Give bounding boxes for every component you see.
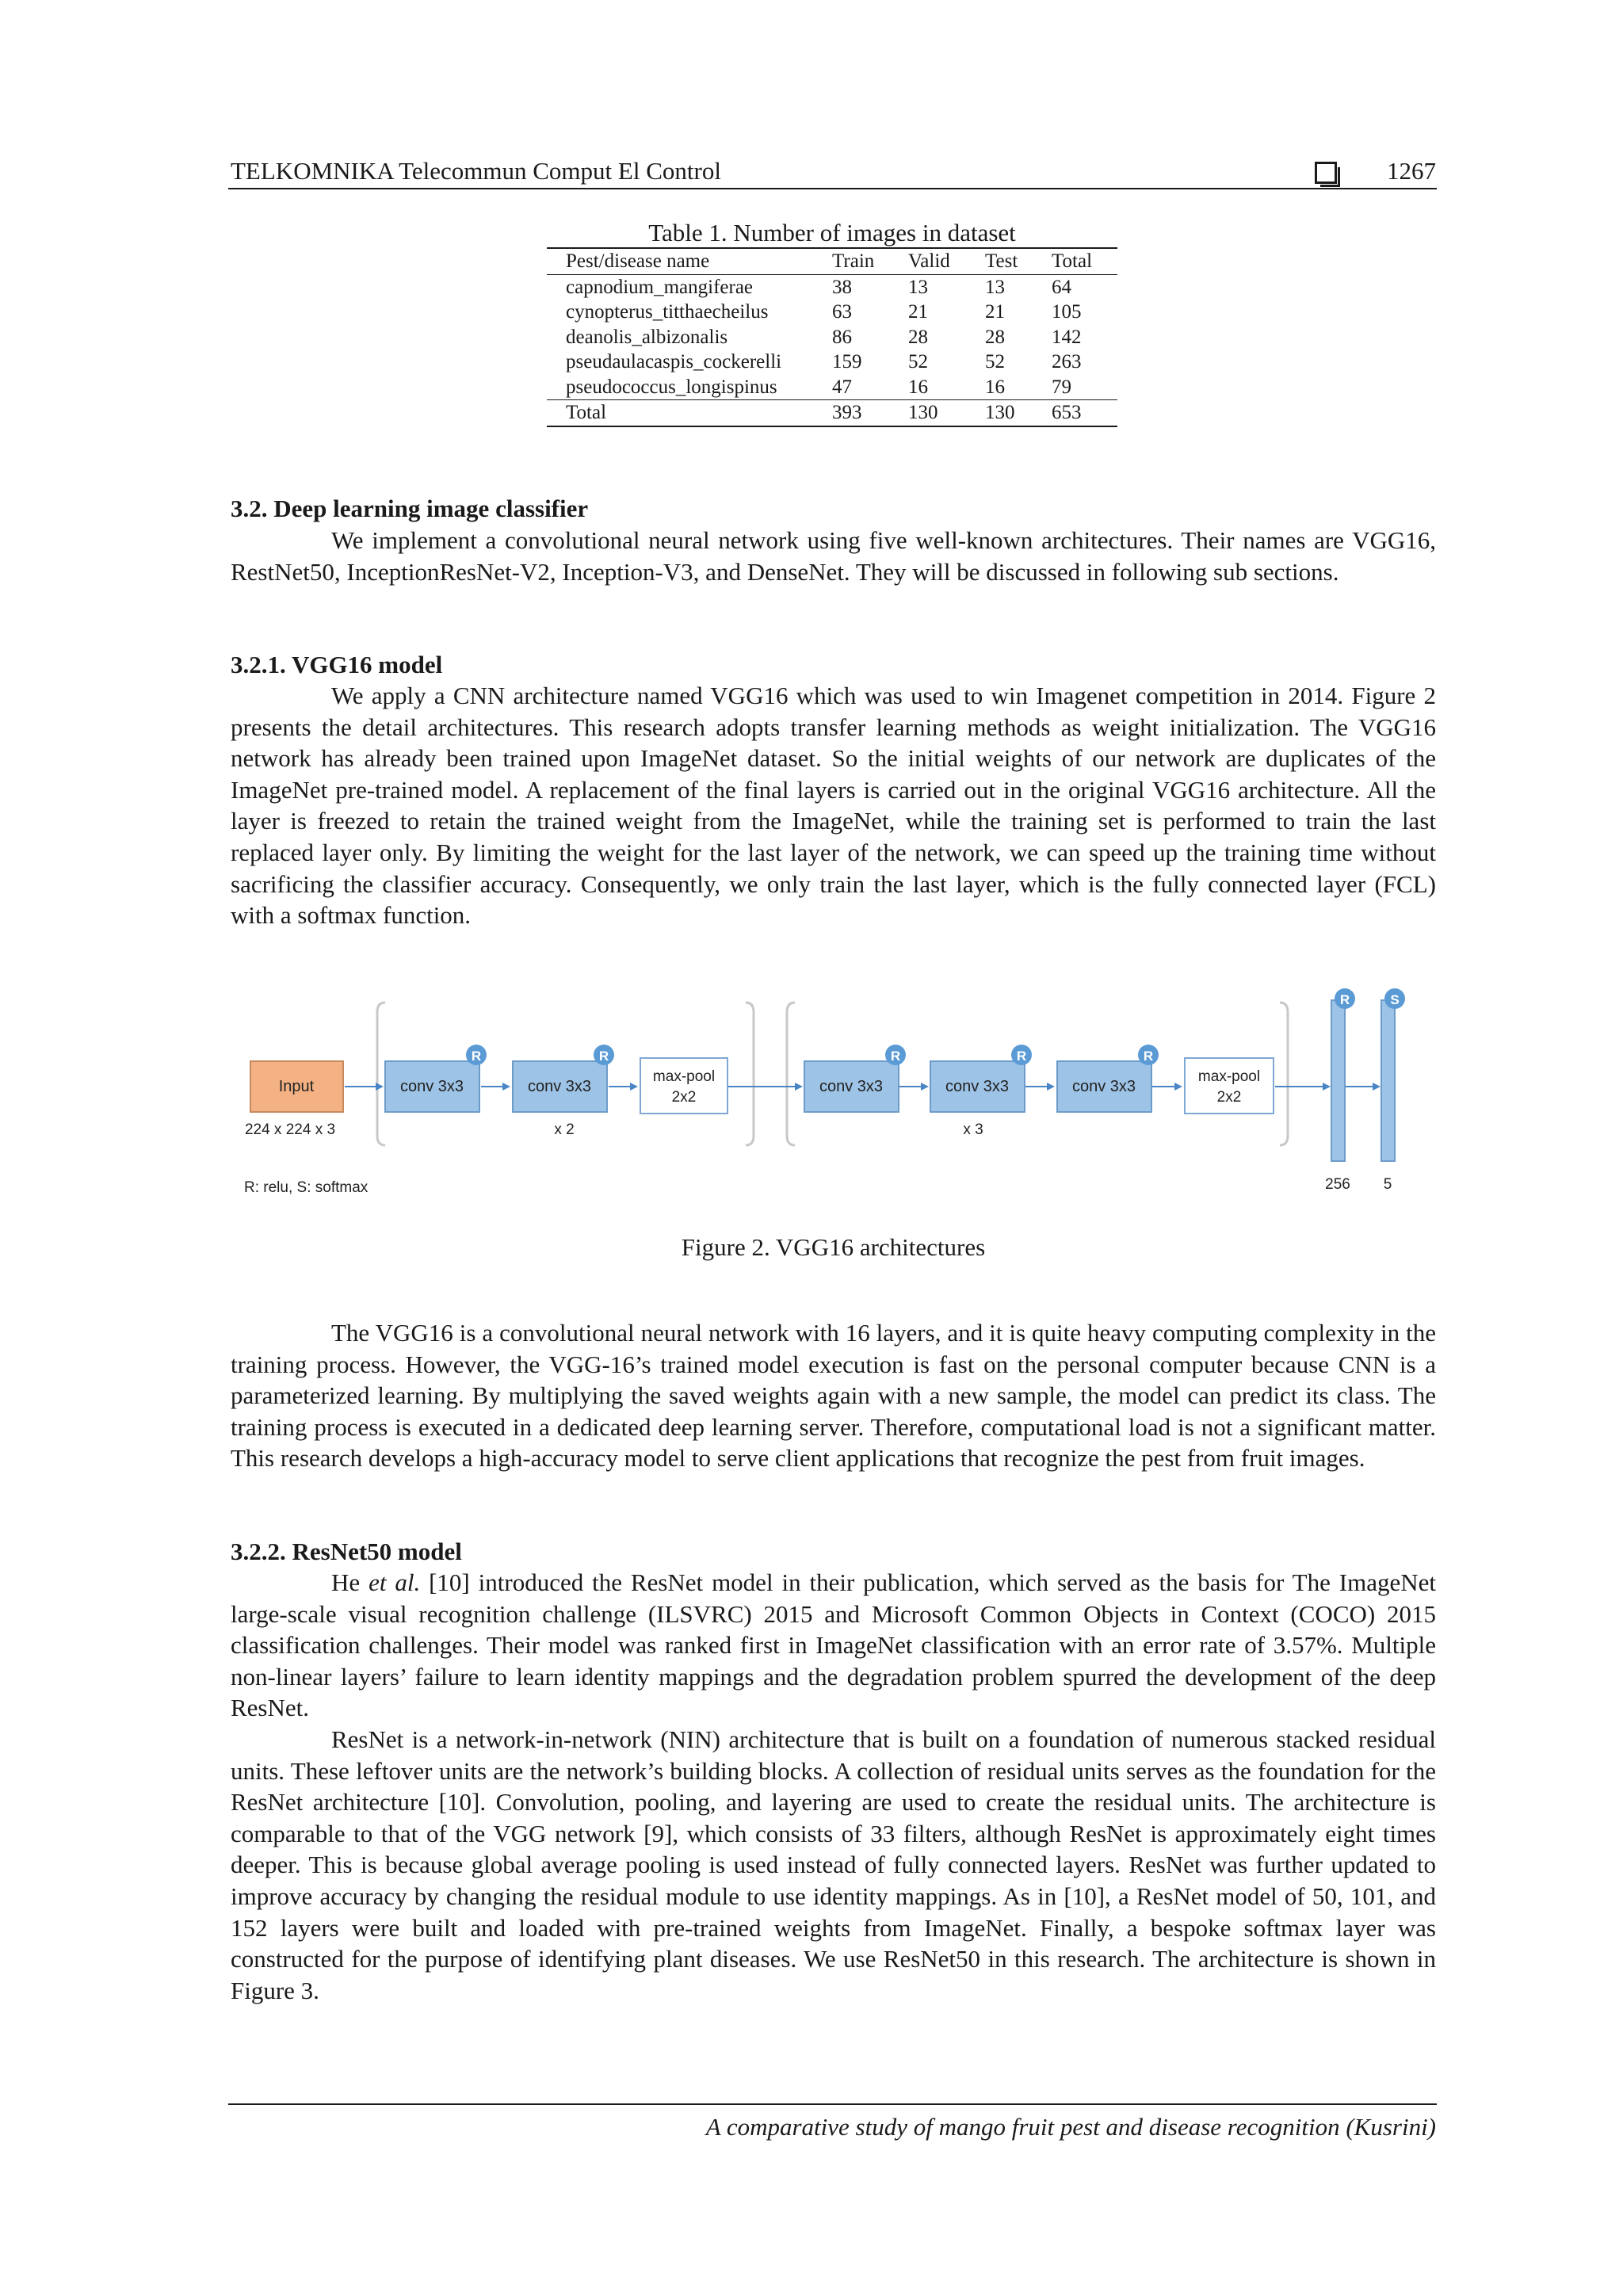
table-header-cell: Total (1052, 250, 1093, 272)
table-cell: 21 (908, 301, 928, 323)
table-cell: 28 (985, 326, 1005, 348)
paragraph: The VGG16 is a convolutional neural network with 16 layers, and it is quite heavy computing complexity in the training process. However, the VGG-16’s trained model execution is fast on the personal computer because CNN is a parameterized learning. By multiplying the saved weights again with a new sample, the model can predict its class. The training process is executed in a dedicated deep learning server. Therefore, computational load is not a significant matter. This research develops a high-accuracy model to serve client applications that recognize the pest from fruit images. (231, 1319, 1436, 1473)
table-cell: capnodium_mangiferae (566, 276, 754, 298)
relu-badge-label: R (890, 1049, 901, 1064)
box-icon (1315, 162, 1337, 184)
table-row (547, 350, 1117, 375)
relu-badge-label: R (1143, 1049, 1154, 1064)
table-cell: 21 (985, 301, 1005, 323)
relu-badge-label: R (471, 1049, 482, 1064)
table-header-cell: Valid (908, 250, 950, 272)
table-cell: 263 (1052, 351, 1082, 372)
section-heading: 3.2.2. ResNet50 model (231, 1538, 462, 1565)
table-cell: 130 (985, 402, 1015, 423)
table-cell: 105 (1052, 301, 1082, 323)
table-cell: 159 (832, 351, 862, 372)
table-total-row (547, 400, 1117, 426)
footer-rule (228, 2103, 1437, 2105)
table-cell: Total (566, 402, 607, 423)
table-cell: 130 (908, 402, 938, 423)
relu-badge-label: R (1339, 992, 1350, 1007)
input-label: Input (278, 1078, 315, 1095)
dense1-size: 256 (1325, 1176, 1350, 1193)
section-heading: 3.2. Deep learning image classifier (231, 495, 589, 522)
page-number: 1267 (1387, 157, 1436, 185)
table-cell: 13 (908, 276, 928, 298)
table-header-cell: Test (985, 250, 1018, 272)
table-cell: pseudaulacaspis_cockerelli (566, 351, 782, 372)
paragraph: We implement a convolutional neural network using five well-known architectures. Their names are VGG16, RestNet50, InceptionResNet-V2, Inception-V3, and DenseNet. They will be discussed in following sub sections. (231, 526, 1436, 586)
table-cell: 52 (908, 351, 928, 372)
maxpool-label: max-pool (1197, 1068, 1261, 1085)
table-header-cell: Train (832, 250, 875, 272)
figure-legend: R: relu, S: softmax (244, 1179, 369, 1196)
table-row (547, 325, 1117, 350)
journal-title: TELKOMNIKA Telecommun Comput El Control (231, 157, 721, 185)
table-row (547, 274, 1117, 300)
table-cell: 63 (832, 301, 852, 323)
group1-repeat: x 2 (554, 1121, 575, 1138)
table-caption: Table 1. Number of images in dataset (648, 219, 1016, 246)
group1-right-bracket (746, 1003, 754, 1145)
header-rule (228, 188, 1437, 189)
relu-badge-label: R (1016, 1049, 1027, 1064)
conv-label: conv 3x3 (399, 1078, 464, 1095)
maxpool-label: max-pool (652, 1068, 716, 1085)
table-cell: cynopterus_titthaecheilus (566, 301, 769, 323)
table-cell: 16 (985, 376, 1005, 398)
group2-left-bracket (787, 1003, 795, 1145)
table-cell: 142 (1052, 326, 1082, 348)
dense-layer-256 (1331, 1000, 1345, 1161)
table-cell: 28 (908, 326, 928, 348)
citation-et-al: et al. (369, 1568, 421, 1596)
table-cell: 16 (908, 376, 928, 398)
table-cell: 64 (1052, 276, 1071, 298)
conv-label: conv 3x3 (819, 1078, 884, 1095)
relu-badge-label: R (598, 1049, 609, 1064)
conv-label: conv 3x3 (945, 1078, 1010, 1095)
table-cell: 653 (1052, 402, 1082, 423)
page-header (231, 155, 1436, 192)
table-row (547, 375, 1117, 400)
dense-layer-softmax (1381, 1000, 1395, 1161)
table-header-row (547, 248, 1117, 274)
paragraph: We apply a CNN architecture named VGG16 which was used to win Imagenet competition in 2014. Figure 2 presents the detail architectures. This research adopts transfer learning methods as weight initialization. The VGG16 network has already been trained upon ImageNet dataset. So the initial weights of our network are duplicates of the ImageNet pre-trained model. A replacement of the final layers is carried out in the original VGG16 architecture. All the layer is freezed to retain the trained weight from the ImageNet, while the training set is performed to train the last replaced layer only. By limiting the weight for the last layer of the network, we can speed up the training time without sacrificing the classifier accuracy. Consequently, we only train the last layer, which is the fully connected layer (FCL) with a softmax function. (231, 682, 1436, 930)
softmax-badge-label: S (1390, 992, 1400, 1007)
table-cell: pseudococcus_longispinus (566, 376, 777, 398)
paragraph (231, 1567, 1436, 1724)
text-run: He (331, 1568, 369, 1596)
conv-label: conv 3x3 (1071, 1078, 1136, 1095)
vgg16-architecture-diagram (230, 987, 1446, 1201)
group1-left-bracket (377, 1003, 385, 1145)
table-cell: 79 (1052, 376, 1071, 398)
conv-label: conv 3x3 (527, 1078, 592, 1095)
table-cell: 13 (985, 276, 1005, 298)
maxpool-size: 2x2 (671, 1089, 697, 1106)
input-dims: 224 x 224 x 3 (244, 1121, 336, 1138)
section-heading: 3.2.1. VGG16 model (231, 651, 443, 678)
table-cell: 86 (832, 326, 852, 348)
text-run: [10] introduced the ResNet model in their publication, which served as the basis for The ImageNet large-scale visual recognition challenge (ILSVRC) 2015 and Microsoft Common Objects in Context (COCO) 2015 classification challenges. Their model was ranked first in ImageNet classification with an error rate of 3.57%. Multiple non-linear layers’ failure to learn identity mappings and the degradation problem spurred the development of the deep ResNet. (231, 1568, 1436, 1722)
dense2-size: 5 (1383, 1176, 1392, 1193)
running-title: A comparative study of mango fruit pest and disease recognition (Kusrini) (705, 2113, 1436, 2141)
dataset-table (547, 247, 1117, 427)
table-cell: 52 (985, 351, 1005, 372)
figure-caption: Figure 2. VGG16 architectures (681, 1233, 986, 1261)
table-cell: 47 (832, 376, 852, 398)
table-cell: deanolis_albizonalis (566, 326, 728, 348)
table-row (547, 300, 1117, 325)
table-cell: 393 (832, 402, 862, 423)
maxpool-size: 2x2 (1216, 1089, 1242, 1106)
table-cell: 38 (832, 276, 852, 298)
paragraph: ResNet is a network-in-network (NIN) architecture that is built on a foundation of numerous stacked residual units. These leftover units are the network’s building blocks. A collection of residual units serves as the foundation for the ResNet architecture [10]. Convolution, pooling, and layering are used to create the residual units. The architecture is comparable to that of the VGG network [9], which consists of 33 filters, although ResNet is approximately eight times deeper. This is because global average pooling is used instead of fully connected layers. ResNet was further updated to improve accuracy by changing the residual module to use identity mappings. As in [10], a ResNet model of 50, 101, and 152 layers were built and loaded with pre-trained weights from ImageNet. Finally, a bespoke softmax layer was constructed for the purpose of identifying plant diseases. We use ResNet50 in this research. The architecture is shown in Figure 3. (231, 1725, 1436, 2004)
table-header-cell: Pest/disease name (566, 250, 710, 272)
group2-right-bracket (1280, 1003, 1288, 1145)
group2-repeat: x 3 (963, 1121, 983, 1138)
